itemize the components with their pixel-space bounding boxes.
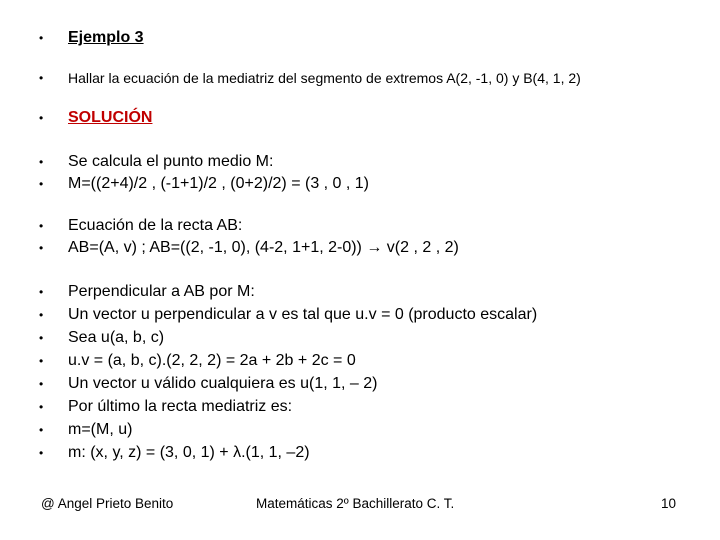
line-ab-expression: AB=(A, v) ; AB=((2, -1, 0), (4-2, 1+1, 2-0)) (68, 239, 362, 256)
bullet: • (39, 308, 44, 322)
bullet: • (39, 111, 44, 125)
perpendicular-text: Perpendicular a AB por M: (68, 283, 255, 300)
bullet: • (39, 354, 44, 368)
perpendicular-text: Sea u(a, b, c) (68, 329, 165, 346)
direction-vector: v(2 , 2 , 2) (386, 239, 459, 256)
perpendicular-line (0, 303, 720, 327)
bullet: • (39, 31, 44, 45)
perpendicular-line (0, 441, 720, 465)
bullet: • (39, 219, 44, 233)
bullet: • (39, 331, 44, 345)
line-ab-row-1 (0, 214, 720, 238)
statement-row (0, 66, 720, 90)
midpoint-formula: M=((2+4)/2 , (-1+1)/2 , (0+2)/2) = (3 , 0 , 1) (68, 175, 370, 192)
bullet: • (39, 377, 44, 391)
perpendicular-text: Por último la recta mediatriz es: (68, 398, 293, 415)
footer-page-number: 10 (661, 496, 677, 511)
perpendicular-text: u.v = (a, b, c).(2, 2, 2) = 2a + 2b + 2c = 0 (68, 352, 356, 369)
bullet: • (39, 155, 44, 169)
solution-row (0, 106, 720, 130)
perpendicular-text: Un vector u válido cualquiera es u(1, 1, – 2) (68, 375, 378, 392)
bullet: • (39, 400, 44, 414)
bullet: • (39, 285, 44, 299)
bullet: • (39, 241, 44, 255)
slide-title: Ejemplo 3 (68, 29, 144, 46)
line-ab-formula (68, 236, 459, 260)
line-ab-heading: Ecuación de la recta AB: (68, 217, 243, 234)
footer-course: Matemáticas 2º Bachillerato C. T. (256, 496, 455, 511)
perpendicular-line (0, 326, 720, 350)
bullet: • (39, 71, 44, 85)
bullet: • (39, 446, 44, 460)
footer-author: @ Angel Prieto Benito (41, 496, 174, 511)
midpoint-line-1 (0, 150, 720, 174)
perpendicular-line (0, 280, 720, 304)
bullet: • (39, 423, 44, 437)
midpoint-text: Se calcula el punto medio M: (68, 153, 274, 170)
perpendicular-text: m=(M, u) (68, 421, 133, 438)
perpendicular-text: Un vector u perpendicular a v es tal que u.v = 0 (producto escalar) (68, 306, 538, 323)
perpendicular-line (0, 349, 720, 373)
solution-label: SOLUCIÓN (68, 109, 153, 126)
midpoint-line-2 (0, 172, 720, 196)
line-ab-row-2 (0, 236, 720, 260)
perpendicular-line (0, 372, 720, 396)
perpendicular-line (0, 418, 720, 442)
bullet: • (39, 177, 44, 191)
right-arrow-icon: → (366, 239, 383, 256)
problem-statement: Hallar la ecuación de la mediatriz del segmento de extremos A(2, -1, 0) y B(4, 1, 2) (68, 70, 581, 86)
perpendicular-line (0, 395, 720, 419)
perpendicular-text: m: (x, y, z) = (3, 0, 1) + λ.(1, 1, –2) (68, 444, 310, 461)
title-row (0, 26, 720, 50)
